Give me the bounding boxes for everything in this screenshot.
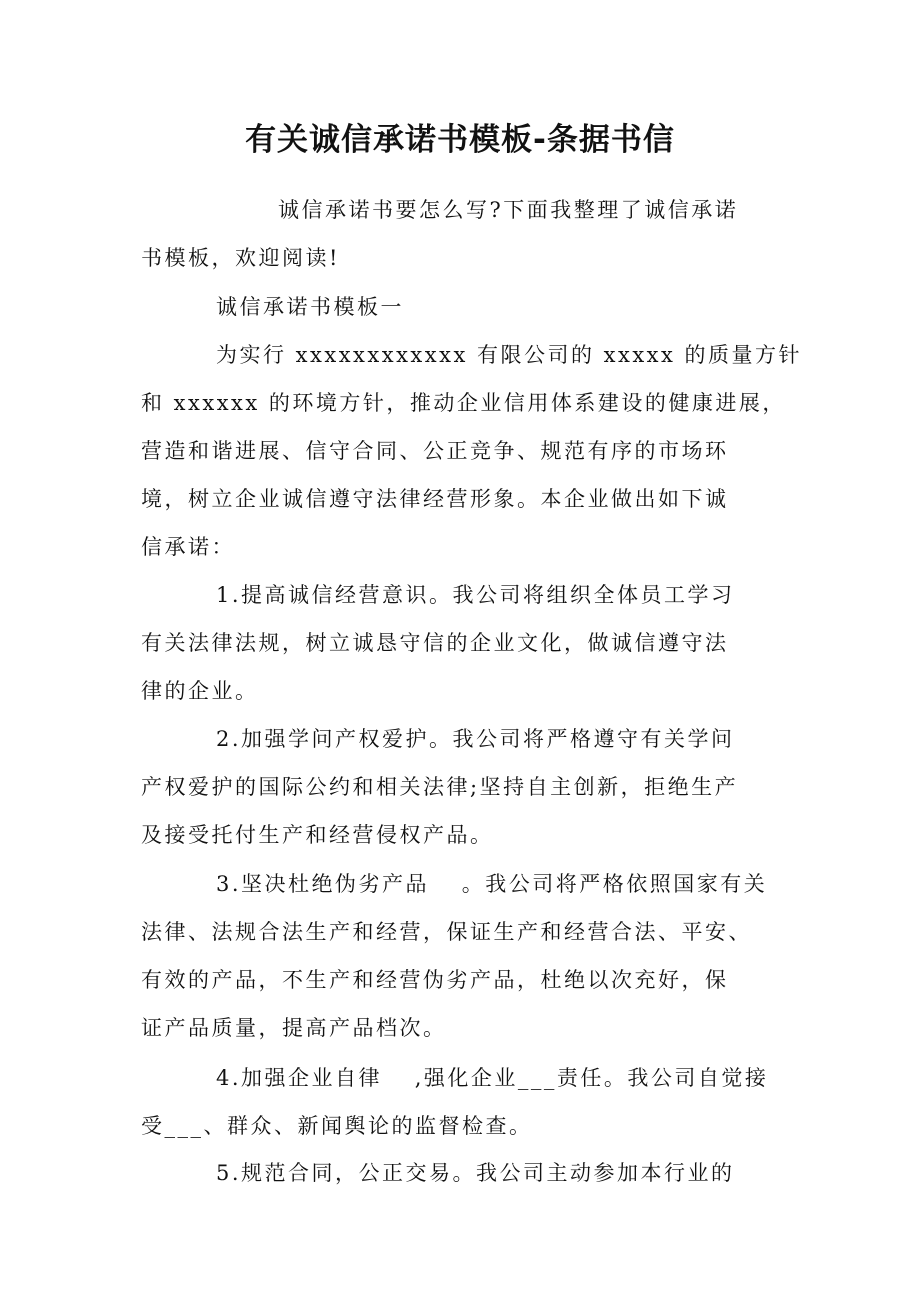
text-line: 受___、群众、新闻舆论的监督检查。 [141,1114,533,1138]
paragraph-item-1 [141,571,791,715]
text-line: 产权爱护的国际公约和相关法律;坚持自主创新，拒绝生产 [141,775,739,799]
document-title: 有关诚信承诺书模板-条据书信 [245,122,675,158]
text-line: 2.加强学问产权爱护。我公司将严格遵守有关学问 [216,727,735,751]
text-line: 有效的产品，不生产和经营伪劣产品，杜绝以次充好，保 [141,968,729,992]
section-heading [141,283,791,331]
paragraph-item-4 [141,1054,791,1150]
section-heading-text: 诚信承诺书模板一 [216,295,404,319]
text-line: 和 xxxxxx 的环境方针，推动企业信用体系建设的健康进展， [141,391,786,415]
paragraph-item-2 [141,715,791,859]
text-line: 为实行 xxxxxxxxxxxx 有限公司的 xxxxx 的质量方针 [216,343,803,367]
paragraph-preamble [141,331,803,571]
text-line: 4.加强企业自律 ,强化企业___责任。我公司自觉接 [216,1066,769,1090]
text-line: 1.提高诚信经营意识。我公司将组织全体员工学习 [216,583,735,607]
text-line: 证产品质量，提高产品档次。 [141,1016,447,1040]
text-line: 营造和谐进展、信守合同、公正竞争、规范有序的市场环 [141,439,729,463]
text-line: 书模板，欢迎阅读! [141,246,340,270]
text-line: 3.坚决杜绝伪劣产品 。我公司将严格依照国家有关 [216,872,768,896]
text-line: 诚信承诺书要怎么写?下面我整理了诚信承诺 [278,198,739,222]
text-line: 有关法律法规，树立诚恳守信的企业文化，做诚信遵守法 [141,631,729,655]
text-line: 及接受托付生产和经营侵权产品。 [141,823,494,847]
intro-paragraph [141,186,791,282]
text-line: 法律、法规合法生产和经营，保证生产和经营合法、平安、 [141,920,752,944]
text-line: 律的企业。 [141,679,259,703]
text-line: 5.规范合同，公正交易。我公司主动参加本行业的 [216,1161,735,1185]
text-line: 信承诺： [141,535,235,559]
paragraph-item-3 [141,860,791,1052]
text-line: 境，树立企业诚信遵守法律经营形象。本企业做出如下诚 [141,487,729,511]
paragraph-item-5 [141,1149,791,1197]
